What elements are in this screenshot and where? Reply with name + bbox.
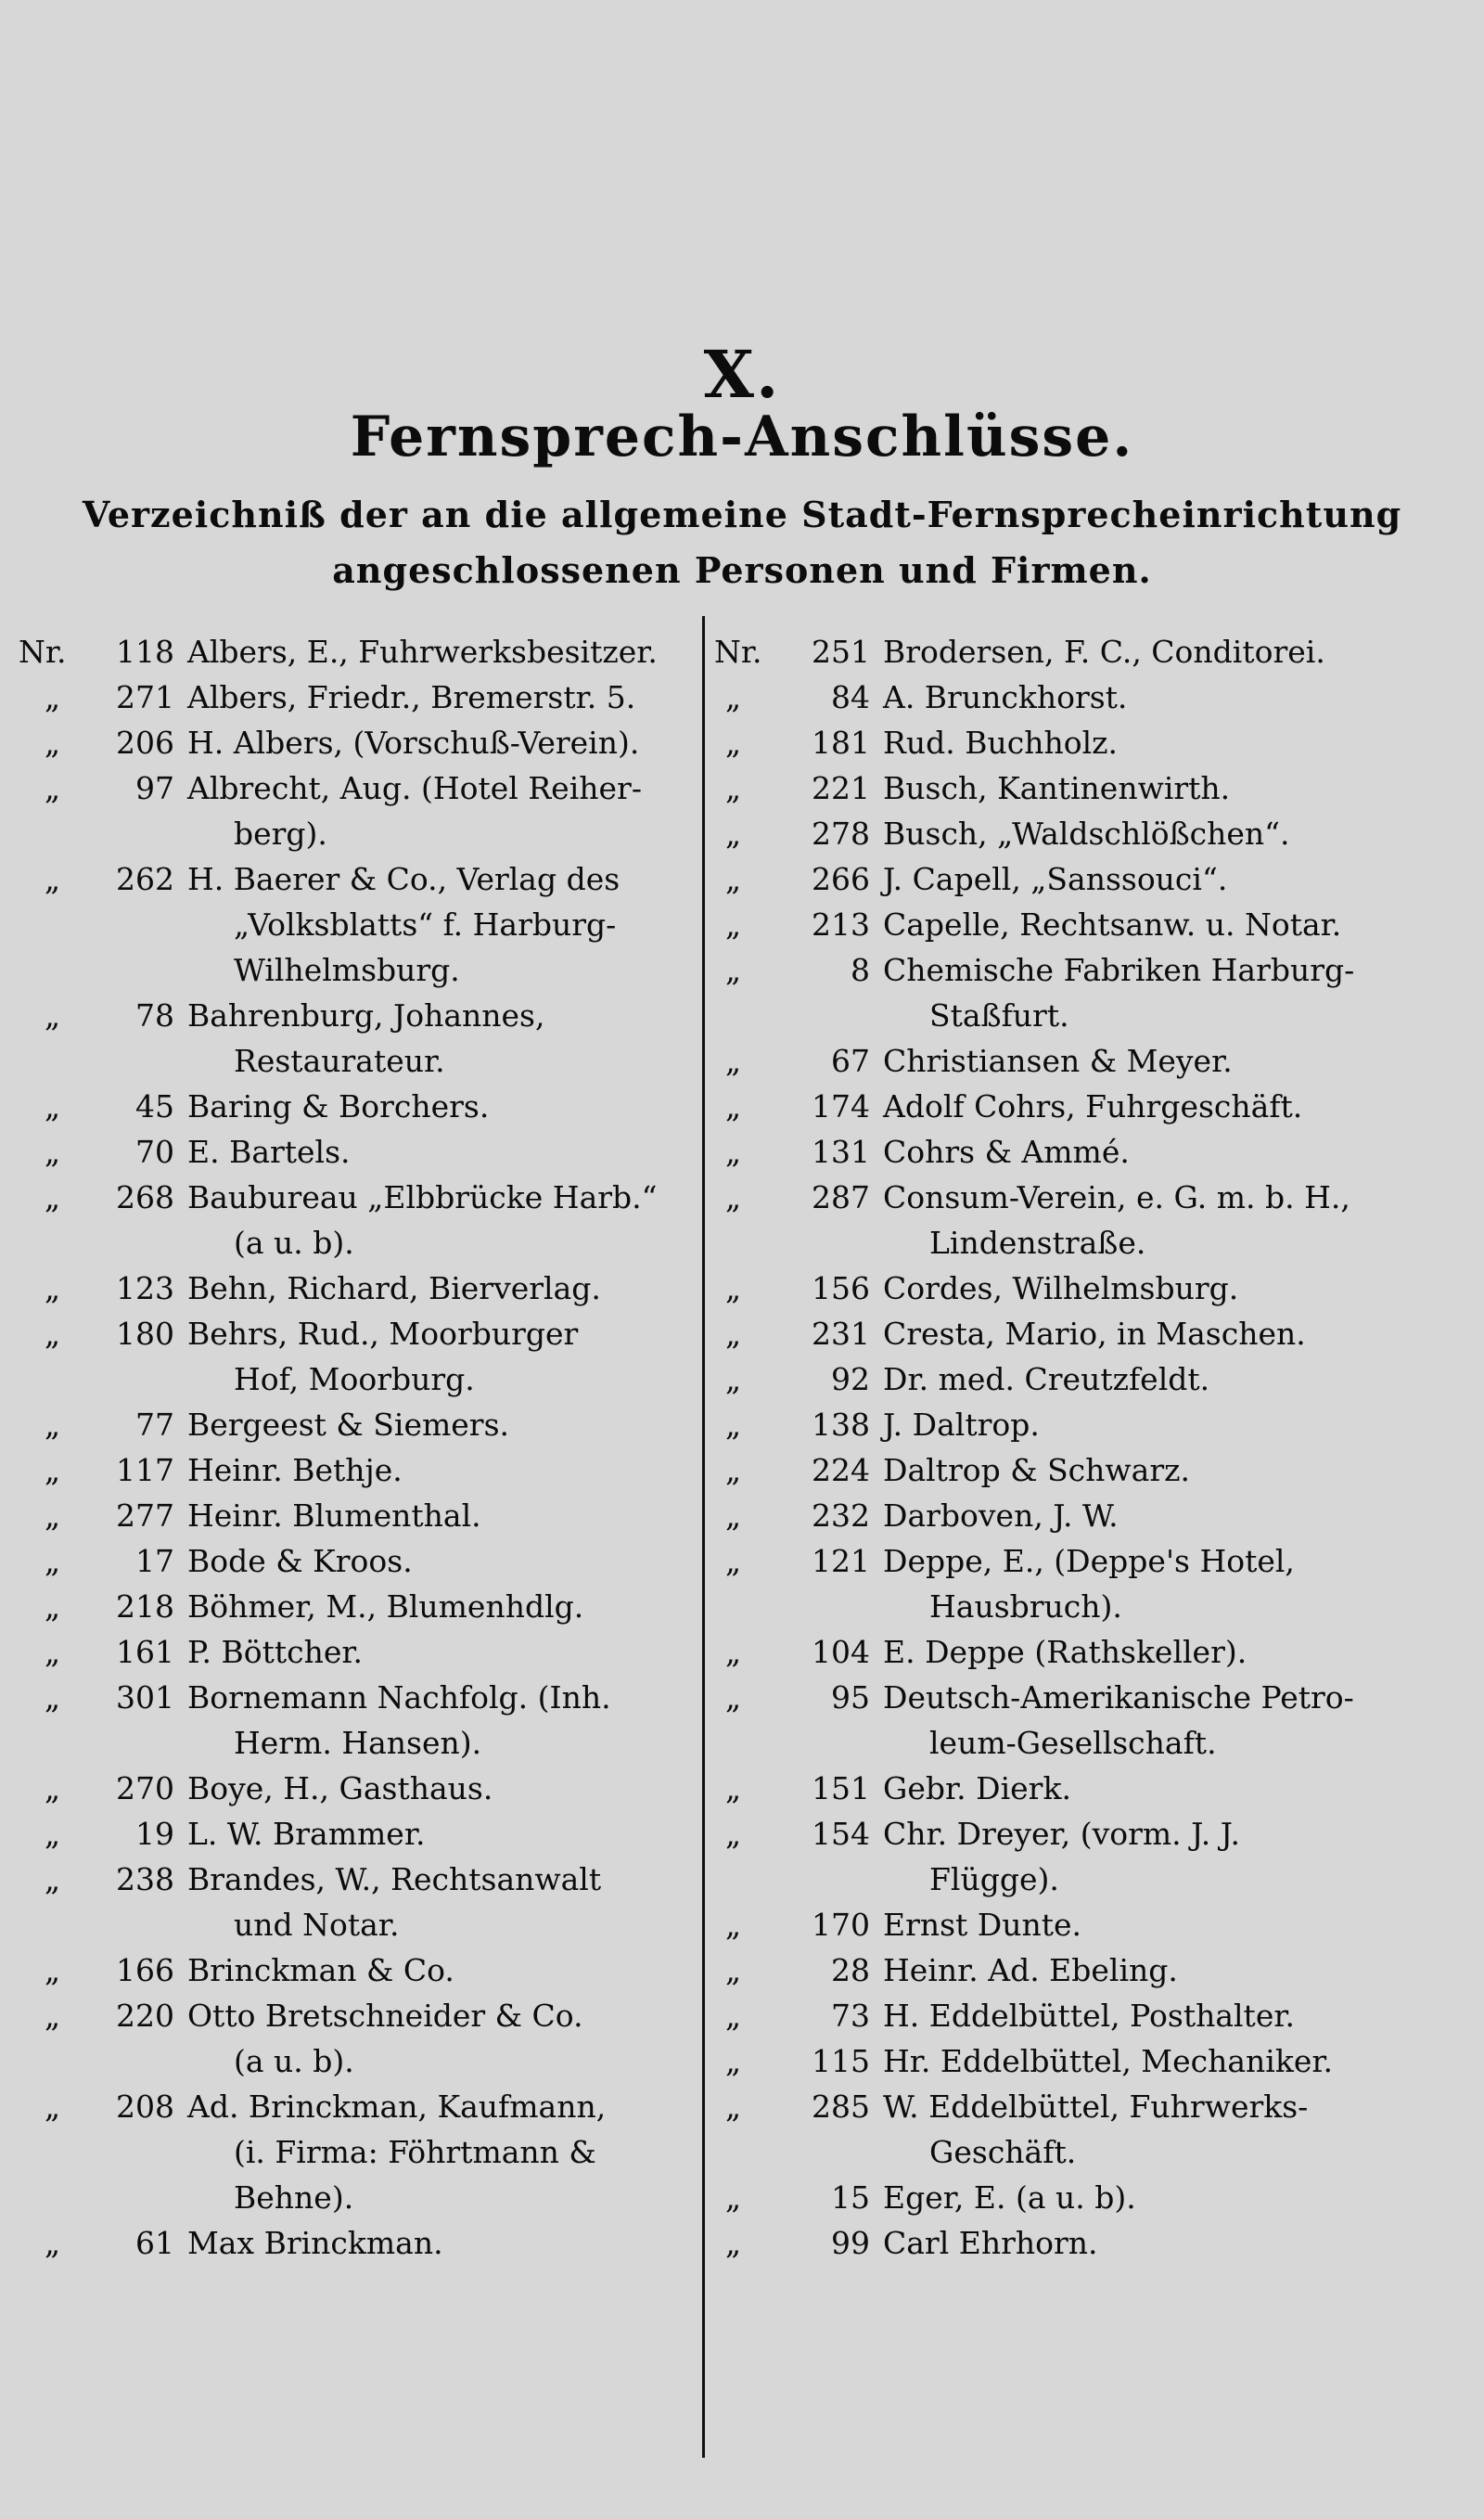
- entry-number: 270: [116, 1770, 174, 1806]
- entry-number: 118: [116, 634, 174, 670]
- entry-number: 301: [116, 1679, 174, 1716]
- entry-continuation: Hof, Moorburg.: [234, 1361, 475, 1397]
- entry-number: 251: [812, 634, 870, 670]
- entry-prefix: „: [45, 1497, 61, 1534]
- entry-prefix: „: [725, 861, 742, 897]
- entry-name: J. Capell, „Sanssouci“.: [883, 861, 1228, 897]
- entry-name: Bergeest & Siemers.: [187, 1407, 509, 1443]
- entry-prefix: „: [725, 1270, 742, 1306]
- entry-name: Christiansen & Meyer.: [883, 1043, 1233, 1079]
- entry-prefix: „: [45, 1588, 61, 1625]
- entry-name: L. W. Brammer.: [187, 1816, 426, 1852]
- entry-prefix: „: [45, 725, 61, 761]
- entry-prefix: „: [45, 861, 61, 897]
- directory-entry: [714, 1266, 1475, 1311]
- directory-entry: [714, 1811, 1475, 1902]
- entry-continuation: Behne).: [234, 2179, 354, 2216]
- entry-number: 218: [116, 1588, 174, 1625]
- entry-number: 161: [116, 1634, 174, 1670]
- directory-entry: [714, 1675, 1475, 1766]
- entry-name: H. Baerer & Co., Verlag des: [187, 861, 620, 897]
- section-number: X.: [703, 336, 781, 413]
- directory-entry: [19, 1993, 700, 2084]
- entry-number: 231: [812, 1316, 870, 1352]
- entry-name: Bornemann Nachfolg. (Inh.: [187, 1679, 611, 1716]
- entry-name: Bode & Kroos.: [187, 1543, 413, 1579]
- entry-number: 77: [135, 1407, 174, 1443]
- entry-prefix: „: [725, 770, 742, 806]
- entry-name: Carl Ehrhorn.: [883, 2225, 1098, 2261]
- directory-entry: [19, 993, 700, 1084]
- entry-name: Albers, E., Fuhrwerksbesitzer.: [187, 634, 658, 670]
- entry-continuation: Restaurateur.: [234, 1043, 445, 1079]
- entry-prefix: „: [45, 997, 61, 1034]
- entry-prefix: „: [725, 1497, 742, 1534]
- entry-name: Baring & Borchers.: [187, 1088, 490, 1125]
- entry-name: Chr. Dreyer, (vorm. J. J.: [883, 1816, 1240, 1852]
- entry-continuation: Wilhelmsburg.: [234, 952, 460, 988]
- entry-prefix: „: [725, 1043, 742, 1079]
- entry-prefix: „: [725, 1679, 742, 1716]
- entry-number: 174: [812, 1088, 870, 1125]
- entry-prefix: „: [725, 1770, 742, 1806]
- entry-prefix: „: [725, 1452, 742, 1488]
- entry-number: 45: [135, 1088, 174, 1125]
- entry-prefix: „: [725, 1543, 742, 1579]
- entry-name: Otto Bretschneider & Co.: [187, 1998, 583, 2034]
- directory-entry: [19, 1266, 700, 1311]
- entry-continuation: Hausbruch).: [929, 1588, 1122, 1625]
- entry-continuation: Herm. Hansen).: [234, 1725, 482, 1761]
- entry-prefix: „: [45, 1952, 61, 1988]
- directory-entry: [714, 1493, 1475, 1538]
- entry-number: 271: [116, 679, 174, 715]
- entry-name: Brandes, W., Rechtsanwalt: [187, 1861, 602, 1897]
- entry-number: 285: [812, 2088, 870, 2125]
- entry-number: 28: [831, 1952, 870, 1988]
- entry-prefix: Nr.: [19, 634, 67, 670]
- entry-prefix: „: [45, 1998, 61, 2034]
- entry-prefix: „: [725, 1134, 742, 1170]
- entry-number: 67: [831, 1043, 870, 1079]
- directory-entry: [19, 1493, 700, 1538]
- directory-entry: [714, 2220, 1475, 2266]
- entry-number: 99: [831, 2225, 870, 2261]
- entry-number: 84: [831, 679, 870, 715]
- entry-name: Adolf Cohrs, Fuhrgeschäft.: [883, 1088, 1303, 1125]
- entry-number: 61: [135, 2225, 174, 2261]
- directory-entry: [714, 1038, 1475, 1084]
- entry-number: 170: [812, 1907, 870, 1943]
- entry-continuation: Staßfurt.: [929, 997, 1069, 1034]
- entry-prefix: „: [45, 1679, 61, 1716]
- entry-prefix: „: [45, 1407, 61, 1443]
- entry-name: A. Brunckhorst.: [883, 679, 1128, 715]
- entry-number: 238: [116, 1861, 174, 1897]
- entry-prefix: „: [45, 1270, 61, 1306]
- entry-name: Boye, H., Gasthaus.: [187, 1770, 493, 1806]
- entry-prefix: Nr.: [714, 634, 762, 670]
- directory-entry: [19, 1311, 700, 1402]
- entry-name: Heinr. Ad. Ebeling.: [883, 1952, 1178, 1988]
- entry-name: Heinr. Bethje.: [187, 1452, 403, 1488]
- entry-prefix: „: [45, 1543, 61, 1579]
- directory-entry: [714, 1902, 1475, 1947]
- directory-entry: [19, 1129, 700, 1175]
- directory-entry: [19, 2220, 700, 2266]
- entry-name: Ernst Dunte.: [883, 1907, 1082, 1943]
- entry-prefix: „: [725, 1952, 742, 1988]
- directory-entry: [714, 856, 1475, 902]
- entry-name: Chemische Fabriken Harburg-: [883, 952, 1355, 988]
- entry-number: 213: [812, 906, 870, 943]
- entry-prefix: „: [725, 2043, 742, 2079]
- directory-entry: [19, 1538, 700, 1584]
- directory-entry: [714, 629, 1475, 675]
- right-column: [714, 629, 1475, 2266]
- directory-entry: [19, 1857, 700, 1947]
- entry-name: Bahrenburg, Johannes,: [187, 997, 545, 1034]
- entry-name: Heinr. Blumenthal.: [187, 1497, 481, 1534]
- entry-name: Rud. Buchholz.: [883, 725, 1118, 761]
- column-divider: [702, 616, 705, 2458]
- entry-number: 221: [812, 770, 870, 806]
- entry-prefix: „: [725, 679, 742, 715]
- entry-number: 232: [812, 1497, 870, 1534]
- directory-entry: [714, 1175, 1475, 1266]
- entry-number: 95: [831, 1679, 870, 1716]
- entry-prefix: „: [725, 1361, 742, 1397]
- entry-continuation: und Notar.: [234, 1907, 400, 1943]
- entry-name: Dr. med. Creutzfeldt.: [883, 1361, 1210, 1397]
- entry-prefix: „: [725, 952, 742, 988]
- entry-number: 73: [831, 1998, 870, 2034]
- directory-entry: [714, 765, 1475, 811]
- directory-entry: [19, 1675, 700, 1766]
- entry-number: 15: [831, 2179, 870, 2216]
- entry-continuation: „Volksblatts“ f. Harburg-: [234, 906, 617, 943]
- entry-name: Behrs, Rud., Moorburger: [187, 1316, 579, 1352]
- entry-number: 92: [831, 1361, 870, 1397]
- directory-entry: [714, 1129, 1475, 1175]
- entry-name: H. Eddelbüttel, Posthalter.: [883, 1998, 1295, 2034]
- entry-number: 181: [812, 725, 870, 761]
- directory-entry: [19, 1402, 700, 1447]
- directory-entry: [19, 2084, 700, 2220]
- entry-prefix: „: [725, 906, 742, 943]
- directory-entry: [714, 1084, 1475, 1129]
- entry-continuation: leum-Gesellschaft.: [929, 1725, 1217, 1761]
- entry-name: Behn, Richard, Bierverlag.: [187, 1270, 601, 1306]
- entry-name: Cohrs & Ammé.: [883, 1134, 1130, 1170]
- entry-number: 17: [135, 1543, 174, 1579]
- entry-prefix: „: [45, 679, 61, 715]
- entry-prefix: „: [725, 816, 742, 852]
- entry-prefix: „: [725, 2088, 742, 2125]
- entry-name: Albers, Friedr., Bremerstr. 5.: [187, 679, 636, 715]
- directory-entry: [714, 2175, 1475, 2220]
- entry-prefix: „: [725, 1998, 742, 2034]
- entry-prefix: „: [725, 725, 742, 761]
- directory-entry: [19, 1811, 700, 1857]
- directory-entry: [714, 1402, 1475, 1447]
- directory-entry: [19, 1766, 700, 1811]
- entry-continuation: Geschäft.: [929, 2134, 1077, 2170]
- directory-entry: [714, 947, 1475, 1038]
- directory-entry: [714, 1993, 1475, 2038]
- entry-number: 97: [135, 770, 174, 806]
- entry-name: E. Deppe (Rathskeller).: [883, 1634, 1247, 1670]
- directory-entry: [19, 1084, 700, 1129]
- directory-entry: [714, 1356, 1475, 1402]
- entry-number: 70: [135, 1134, 174, 1170]
- entry-name: W. Eddelbüttel, Fuhrwerks-: [883, 2088, 1309, 2125]
- entry-name: Brodersen, F. C., Conditorei.: [883, 634, 1325, 670]
- entry-name: P. Böttcher.: [187, 1634, 364, 1670]
- entry-name: Darboven, J. W.: [883, 1497, 1119, 1534]
- entry-name: Cordes, Wilhelmsburg.: [883, 1270, 1239, 1306]
- entry-name: Max Brinckman.: [187, 2225, 443, 2261]
- entry-continuation: berg).: [234, 816, 327, 852]
- directory-entry: [714, 1447, 1475, 1493]
- left-column: [19, 629, 700, 2266]
- entry-number: 220: [116, 1998, 174, 2034]
- directory-entry: [714, 1538, 1475, 1629]
- entry-prefix: „: [45, 1088, 61, 1125]
- entry-prefix: „: [45, 1452, 61, 1488]
- entry-number: 266: [812, 861, 870, 897]
- entry-continuation: Lindenstraße.: [929, 1225, 1146, 1261]
- directory-entry: [714, 902, 1475, 947]
- entry-number: 262: [116, 861, 174, 897]
- entry-prefix: „: [45, 770, 61, 806]
- entry-name: H. Albers, (Vorschuß-Verein).: [187, 725, 640, 761]
- entry-name: Eger, E. (a u. b).: [883, 2179, 1136, 2216]
- subtitle-line-1: Verzeichniß der an die allgemeine Stadt-Fernsprecheinrichtung: [82, 494, 1402, 535]
- directory-entry: [714, 1766, 1475, 1811]
- directory-entry: [19, 675, 700, 720]
- entry-number: 278: [812, 816, 870, 852]
- entry-number: 123: [116, 1270, 174, 1306]
- entry-continuation: (a u. b).: [234, 1225, 354, 1261]
- entry-name: Böhmer, M., Blumenhdlg.: [187, 1588, 584, 1625]
- entry-name: Gebr. Dierk.: [883, 1770, 1071, 1806]
- entry-continuation: (i. Firma: Föhrtmann &: [234, 2134, 596, 2170]
- entry-continuation: Flügge).: [929, 1861, 1059, 1897]
- entry-prefix: „: [45, 2225, 61, 2261]
- entry-number: 104: [812, 1634, 870, 1670]
- entry-prefix: „: [45, 1316, 61, 1352]
- entry-number: 117: [116, 1452, 174, 1488]
- entry-name: Consum-Verein, e. G. m. b. H.,: [883, 1179, 1350, 1215]
- entry-name: J. Daltrop.: [883, 1407, 1040, 1443]
- entry-prefix: „: [725, 2225, 742, 2261]
- entry-prefix: „: [725, 1907, 742, 1943]
- directory-entry: [19, 856, 700, 993]
- entry-prefix: „: [45, 1816, 61, 1852]
- entry-prefix: „: [725, 1316, 742, 1352]
- entry-name: Brinckman & Co.: [187, 1952, 454, 1988]
- entry-number: 166: [116, 1952, 174, 1988]
- entry-number: 287: [812, 1179, 870, 1215]
- entry-name: E. Bartels.: [187, 1134, 351, 1170]
- entry-name: Albrecht, Aug. (Hotel Reiher-: [187, 770, 642, 806]
- section-title: Fernsprech-Anschlüsse.: [350, 405, 1134, 469]
- entry-number: 78: [135, 997, 174, 1034]
- directory-entry: [714, 1947, 1475, 1993]
- entry-prefix: „: [45, 1770, 61, 1806]
- entry-number: 277: [116, 1497, 174, 1534]
- entry-name: Ad. Brinckman, Kaufmann,: [187, 2088, 607, 2125]
- entry-prefix: „: [725, 1407, 742, 1443]
- directory-entry: [714, 675, 1475, 720]
- entry-prefix: „: [725, 1816, 742, 1852]
- entry-prefix: „: [725, 2179, 742, 2216]
- entry-prefix: „: [45, 1861, 61, 1897]
- entry-name: Hr. Eddelbüttel, Mechaniker.: [883, 2043, 1333, 2079]
- directory-entry: [714, 1629, 1475, 1675]
- directory-entry: [714, 811, 1475, 856]
- directory-entry: [19, 720, 700, 765]
- entry-prefix: „: [725, 1634, 742, 1670]
- entry-prefix: „: [45, 2088, 61, 2125]
- entry-name: Busch, „Waldschlößchen“.: [883, 816, 1290, 852]
- entry-number: 224: [812, 1452, 870, 1488]
- entry-continuation: (a u. b).: [234, 2043, 354, 2079]
- entry-name: Baubureau „Elbbrücke Harb.“: [187, 1179, 658, 1215]
- entry-number: 180: [116, 1316, 174, 1352]
- entry-name: Busch, Kantinenwirth.: [883, 770, 1231, 806]
- entry-prefix: „: [45, 1634, 61, 1670]
- directory-entry: [19, 1584, 700, 1629]
- entry-number: 138: [812, 1407, 870, 1443]
- directory-entry: [19, 1447, 700, 1493]
- entry-name: Deutsch-Amerikanische Petro-: [883, 1679, 1354, 1716]
- entry-prefix: „: [45, 1179, 61, 1215]
- entry-number: 151: [812, 1770, 870, 1806]
- subtitle-line-2: angeschlossenen Personen und Firmen.: [332, 549, 1152, 591]
- directory-entry: [19, 1947, 700, 1993]
- directory-entry: [714, 1311, 1475, 1356]
- entry-number: 131: [812, 1134, 870, 1170]
- entry-name: Capelle, Rechtsanw. u. Notar.: [883, 906, 1342, 943]
- entry-name: Cresta, Mario, in Maschen.: [883, 1316, 1306, 1352]
- directory-entry: [714, 2038, 1475, 2084]
- entry-number: 121: [812, 1543, 870, 1579]
- entry-prefix: „: [45, 1134, 61, 1170]
- directory-entry: [19, 629, 700, 675]
- directory-entry: [714, 2084, 1475, 2175]
- directory-entry: [714, 720, 1475, 765]
- entry-prefix: „: [725, 1088, 742, 1125]
- directory-entry: [19, 1629, 700, 1675]
- entry-number: 115: [812, 2043, 870, 2079]
- entry-number: 19: [135, 1816, 174, 1852]
- entry-number: 206: [116, 725, 174, 761]
- directory-entry: [19, 765, 700, 856]
- entry-number: 208: [116, 2088, 174, 2125]
- entry-name: Daltrop & Schwarz.: [883, 1452, 1190, 1488]
- entry-number: 268: [116, 1179, 174, 1215]
- entry-number: 154: [812, 1816, 870, 1852]
- directory-entry: [19, 1175, 700, 1266]
- entry-prefix: „: [725, 1179, 742, 1215]
- entry-number: 156: [812, 1270, 870, 1306]
- entry-name: Deppe, E., (Deppe's Hotel,: [883, 1543, 1295, 1579]
- entry-number: 8: [851, 952, 870, 988]
